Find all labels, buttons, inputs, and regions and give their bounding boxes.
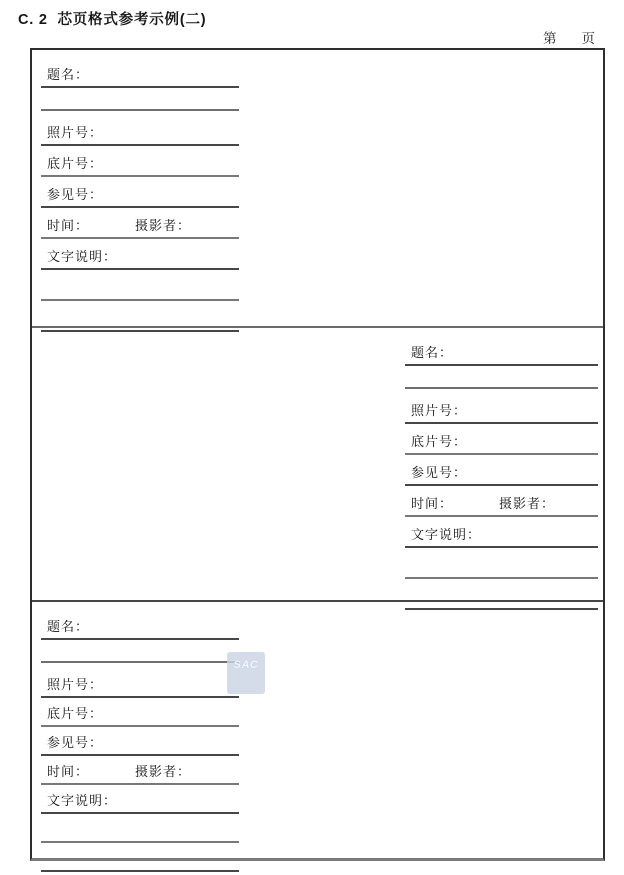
caption-label: 文字说明： — [411, 527, 482, 542]
form-row-caption — [41, 239, 239, 270]
form-row-negative-no — [405, 424, 598, 455]
form-row-ref-no — [405, 455, 598, 486]
negative-no-label: 底片号： — [47, 156, 104, 171]
card-panel-bottom — [32, 600, 603, 872]
form-row-photo-no — [41, 663, 239, 698]
form-row-negative-no — [41, 146, 239, 177]
card-panel-middle — [32, 326, 603, 600]
form-row-blank — [41, 270, 239, 301]
title-label: 题名： — [47, 67, 90, 82]
form-bottom — [41, 606, 239, 872]
photo-no-label: 照片号： — [47, 677, 104, 692]
form-row-negative-no — [41, 698, 239, 727]
negative-no-label: 底片号： — [47, 706, 104, 721]
photo-no-label: 照片号： — [47, 125, 104, 140]
form-row-time — [41, 208, 239, 239]
sac-watermark — [227, 652, 265, 694]
caption-label: 文字说明： — [47, 793, 118, 808]
form-row-ref-no — [41, 727, 239, 756]
time-label: 时间： — [411, 496, 454, 511]
form-row-time — [41, 756, 239, 785]
page-marker-prefix: 第 — [543, 31, 557, 46]
form-row-title — [405, 332, 598, 366]
form-row-time — [405, 486, 598, 517]
photographer-label: 摄影者： — [499, 496, 556, 511]
title-label: 题名： — [411, 345, 454, 360]
form-row-title — [41, 54, 239, 88]
photographer-label: 摄影者： — [135, 218, 192, 233]
caption-label: 文字说明： — [47, 249, 118, 264]
form-row-blank — [41, 640, 239, 663]
photo-no-label: 照片号： — [411, 403, 468, 418]
form-row-photo-no — [405, 389, 598, 424]
negative-no-label: 底片号： — [411, 434, 468, 449]
form-row-blank — [41, 814, 239, 843]
sac-watermark-text: SAC — [233, 659, 259, 671]
time-label: 时间： — [47, 764, 90, 779]
time-label: 时间： — [47, 218, 90, 233]
form-row-title — [41, 606, 239, 640]
form-row-blank — [405, 366, 598, 389]
title-label: 题名： — [47, 619, 90, 634]
form-row-caption — [405, 517, 598, 548]
page-marker-suffix: 页 — [581, 31, 595, 46]
page-number-field — [543, 27, 595, 47]
form-row-photo-no — [41, 111, 239, 146]
form-row-caption — [41, 785, 239, 814]
form-row-blank — [405, 548, 598, 579]
ref-no-label: 参见号： — [47, 735, 104, 750]
form-top — [41, 54, 239, 332]
ref-no-label: 参见号： — [47, 187, 104, 202]
page-title: C. 2 芯页格式参考示例(二) — [18, 12, 207, 28]
card-outline-box — [30, 48, 605, 861]
ref-no-label: 参见号： — [411, 465, 468, 480]
form-row-ref-no — [41, 177, 239, 208]
form-row-blank — [41, 843, 239, 872]
photographer-label: 摄影者： — [135, 764, 192, 779]
card-panel-top — [32, 50, 603, 326]
form-middle — [405, 332, 598, 610]
form-row-blank — [41, 88, 239, 111]
